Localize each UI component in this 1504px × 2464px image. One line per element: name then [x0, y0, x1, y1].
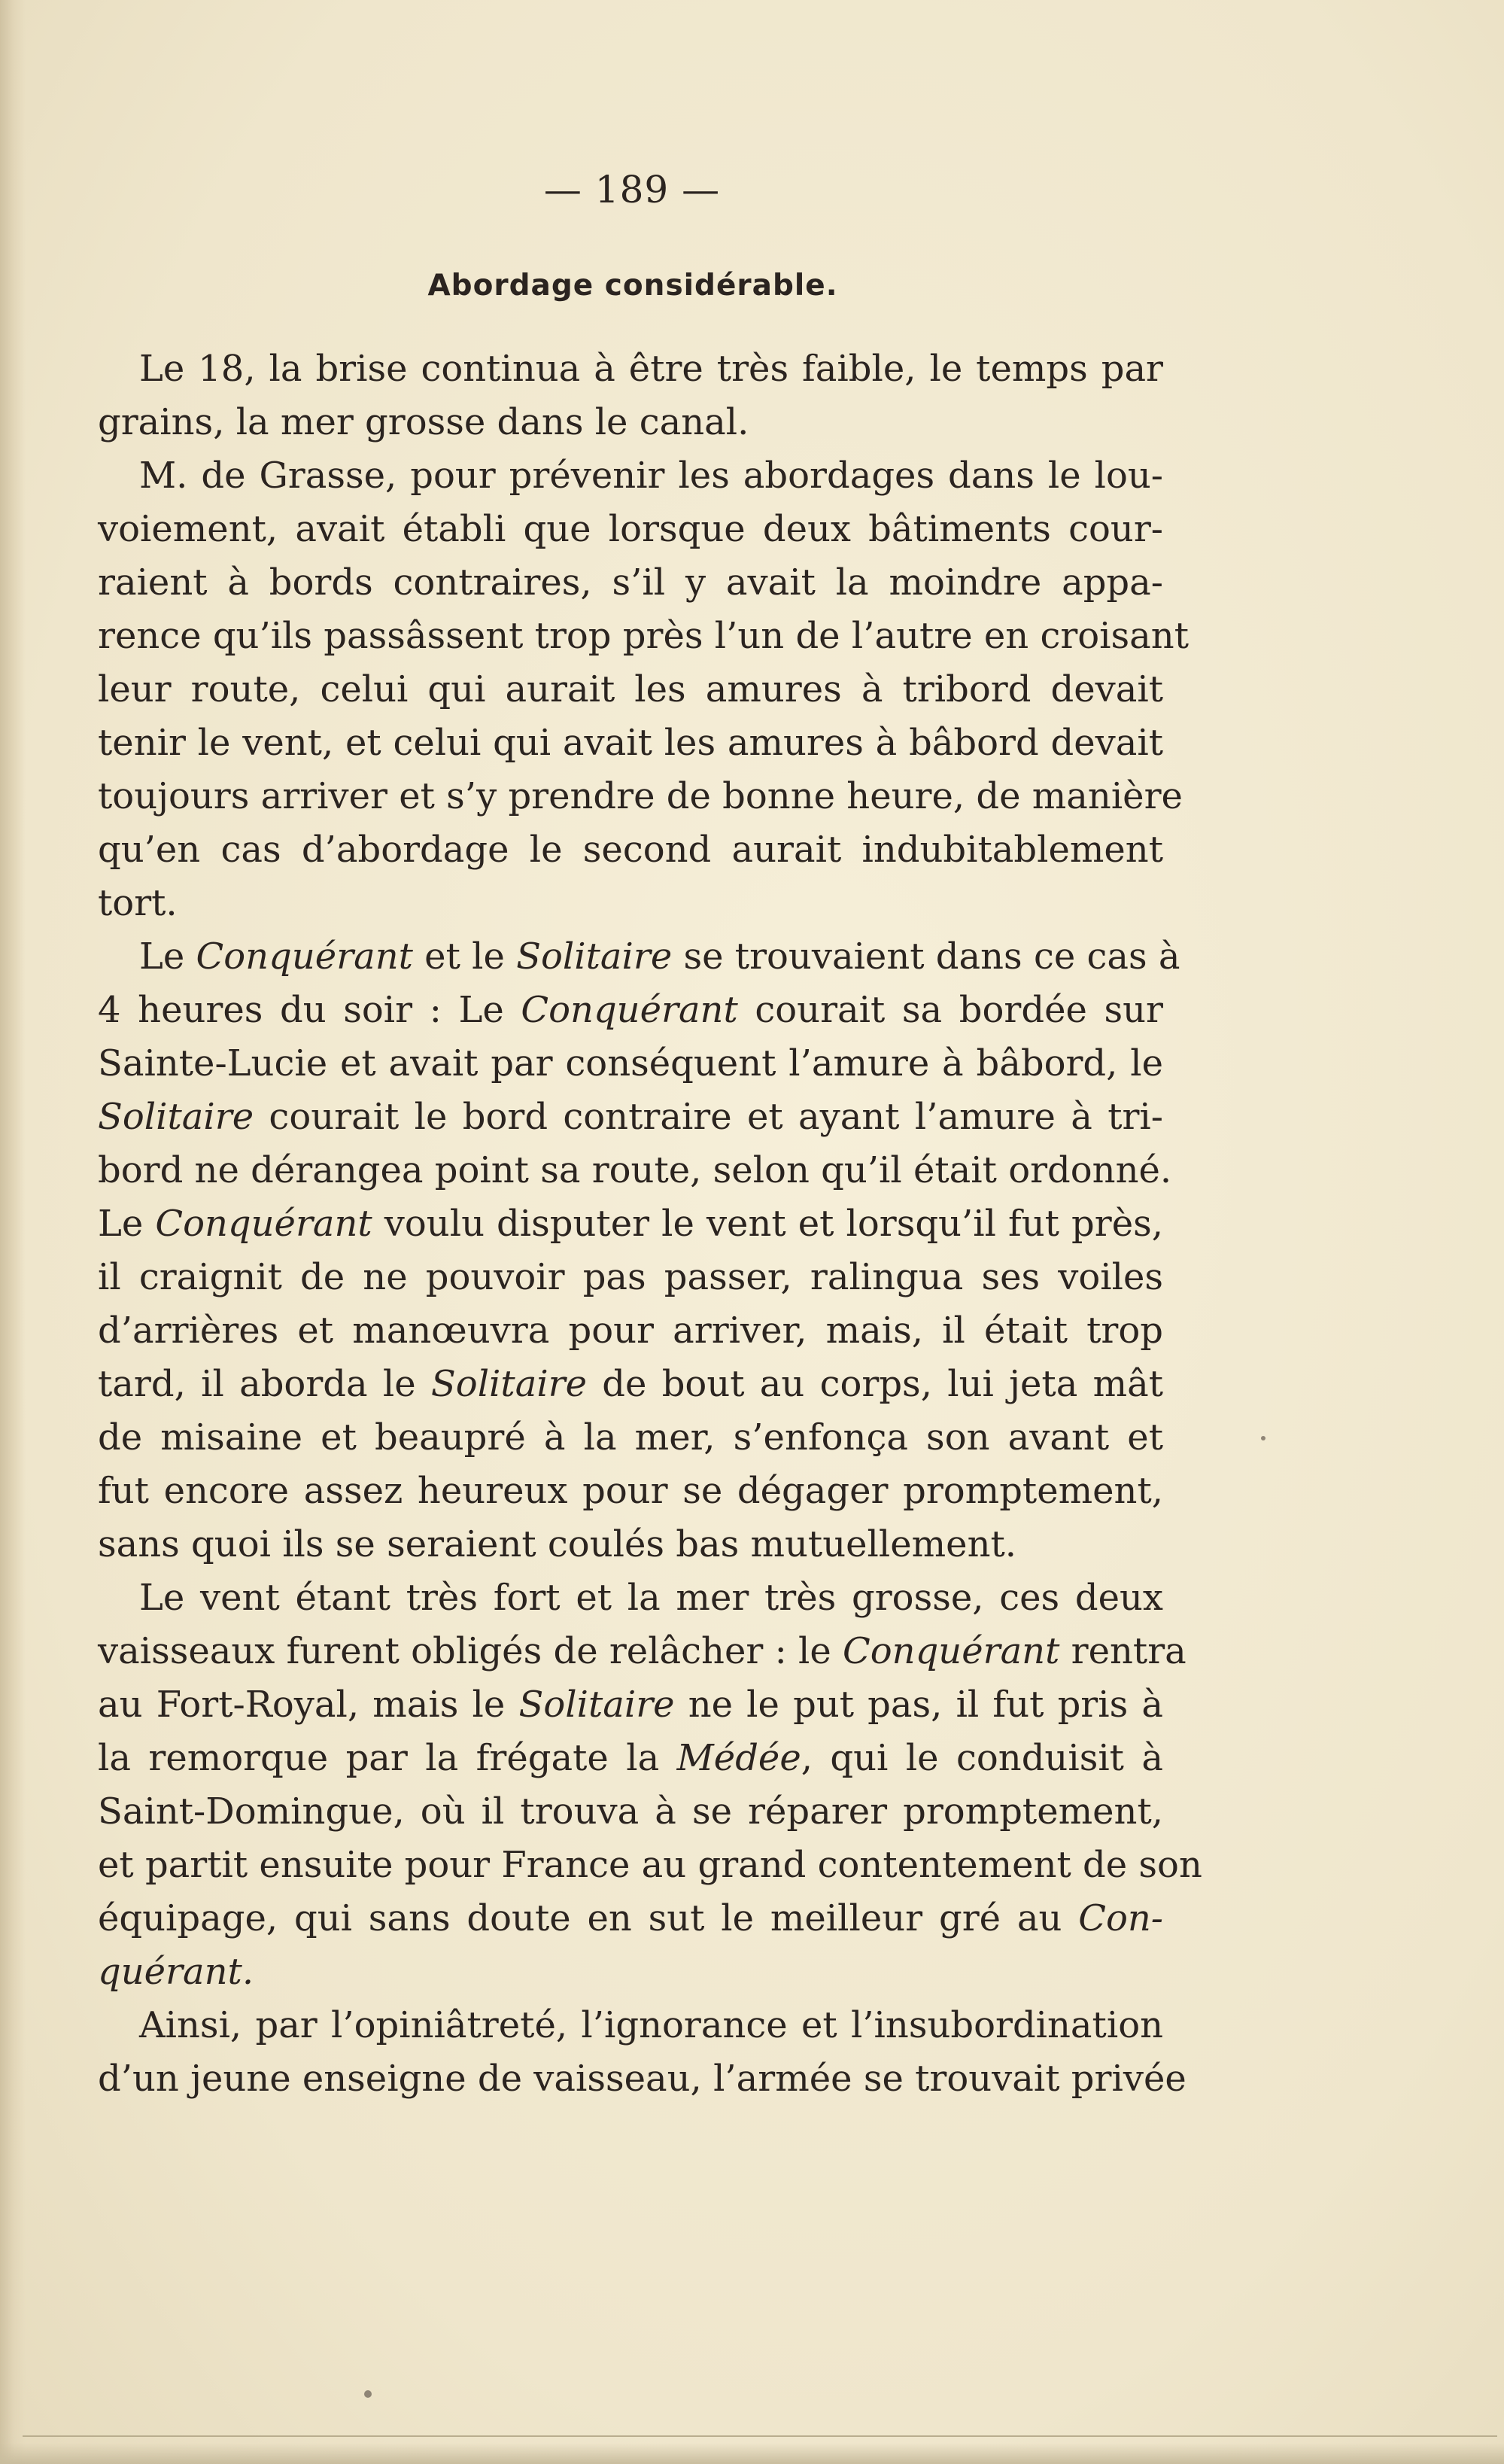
text-segment: Ainsi, par l’opiniâtreté, l’ignorance et l’insubordination: [139, 2004, 1163, 2046]
text-segment: Le 18, la brise continua à être très faible, le temps par: [139, 348, 1163, 390]
text-line: [98, 1999, 1163, 2052]
text-line: [98, 2052, 1186, 2106]
text-segment: grains, la mer grosse dans le canal.: [98, 401, 749, 443]
text-line: [98, 770, 1183, 823]
text-line: [98, 1091, 1163, 1144]
text-segment: Saint-Domingue, où il trouva à se réparer promptement,: [98, 1790, 1163, 1833]
text-line: [98, 1144, 1172, 1197]
text-line: [98, 1732, 1163, 1785]
text-segment: M. de Grasse, pour prévenir les abordages dans le lou-: [139, 455, 1163, 497]
text-line: [98, 1571, 1163, 1625]
ship-name: Con-: [1078, 1897, 1163, 1939]
text-segment: 4 heures du soir : Le: [98, 989, 521, 1031]
text-segment: , qui le conduisit à: [801, 1737, 1164, 1779]
text-line: [98, 503, 1163, 556]
text-segment: toujours arriver et s’y prendre de bonne heure, de manière: [98, 775, 1183, 817]
ship-name: Solitaire: [98, 1096, 254, 1138]
page-number: — 189 —: [543, 168, 721, 211]
text-line: [98, 1625, 1186, 1678]
ship-name: Solitaire: [516, 935, 673, 978]
page-bottom-shadow: [0, 2443, 1504, 2464]
paper-spot: [364, 2390, 372, 2398]
text-segment: leur route, celui qui aurait les amures à tribord devait: [98, 668, 1163, 710]
page-binding-shadow: [0, 0, 26, 2464]
text-segment: Le: [98, 1203, 156, 1245]
text-segment: équipage, qui sans doute en sut le meilleur gré au: [98, 1897, 1079, 1939]
text-line: [98, 1304, 1163, 1358]
ship-name: Conquérant: [521, 989, 738, 1031]
text-segment: Sainte-Lucie et avait par conséquent l’amure à bâbord, le: [98, 1042, 1163, 1084]
text-segment: et partit ensuite pour France au grand contentement de son: [98, 1844, 1202, 1886]
text-line: [98, 1785, 1163, 1839]
text-line: [98, 877, 1163, 930]
text-segment: de bout au corps, lui jeta mât: [587, 1363, 1163, 1405]
text-segment: la remorque par la frégate la: [98, 1737, 677, 1779]
text-segment: sans quoi ils se seraient coulés bas mutuellement.: [98, 1523, 1017, 1565]
text-line: [98, 610, 1189, 663]
page-bottom-rule: [23, 2435, 1497, 2437]
text-line: [98, 1465, 1163, 1518]
text-segment: il craignit de ne pouvoir pas passer, ralingua ses voiles: [98, 1256, 1163, 1298]
ship-name: Solitaire: [430, 1363, 588, 1405]
text-segment: Le vent étant très fort et la mer très grosse, ces deux: [139, 1577, 1163, 1619]
text-segment: tort.: [98, 882, 178, 924]
text-line: [98, 984, 1163, 1037]
paper-spot: [1261, 1436, 1265, 1440]
ship-name: Solitaire: [518, 1684, 675, 1726]
text-segment: courait sa bordée sur: [737, 989, 1163, 1031]
ship-name: Conquérant: [843, 1630, 1060, 1672]
text-line: [98, 716, 1163, 770]
text-line: [98, 663, 1163, 716]
text-line: [98, 1518, 1163, 1571]
text-segment: raient à bords contraires, s’il y avait la moindre appa-: [98, 561, 1163, 604]
text-line: [98, 1678, 1163, 1732]
ship-name: Conquérant: [196, 935, 413, 978]
text-segment: d’arrières et manœuvra pour arriver, mais, il était trop: [98, 1310, 1163, 1352]
text-segment: rentra: [1059, 1630, 1186, 1672]
text-line: [98, 1037, 1163, 1091]
text-segment: vaisseaux furent obligés de relâcher : le: [98, 1630, 843, 1672]
text-segment: tenir le vent, et celui qui avait les amures à bâbord devait: [98, 722, 1163, 764]
text-segment: se trouvaient dans ce cas à: [672, 935, 1180, 978]
text-segment: qu’en cas d’abordage le second aurait indubitablement: [98, 829, 1163, 871]
ship-name: quérant.: [98, 1951, 254, 1993]
text-line: [98, 1358, 1163, 1411]
text-line: [98, 823, 1163, 877]
text-line: [98, 1197, 1163, 1251]
text-segment: fut encore assez heureux pour se dégager promptement,: [98, 1470, 1163, 1512]
text-line: [98, 1251, 1163, 1304]
ship-name: Médée: [676, 1737, 801, 1779]
text-line: [98, 556, 1163, 610]
text-segment: de misaine et beaupré à la mer, s’enfonça son avant et: [98, 1416, 1163, 1459]
text-line: [98, 930, 1180, 984]
text-line: [98, 1839, 1202, 1892]
text-segment: Le: [139, 935, 196, 978]
text-segment: tard, il aborda le: [98, 1363, 431, 1405]
text-line: [98, 1945, 1163, 1999]
text-line: [98, 449, 1163, 503]
ship-name: Conquérant: [155, 1203, 372, 1245]
section-heading: Abordage considérable.: [427, 269, 838, 303]
text-segment: voulu disputer le vent et lorsqu’il fut près,: [372, 1203, 1164, 1245]
text-line: [98, 396, 1163, 449]
text-segment: courait le bord contraire et ayant l’amure à tri-: [254, 1096, 1163, 1138]
text-segment: bord ne dérangea point sa route, selon qu’il était ordonné.: [98, 1149, 1172, 1191]
text-line: [98, 342, 1163, 396]
text-line: [98, 1411, 1163, 1465]
body-text: [98, 342, 1202, 2106]
text-segment: rence qu’ils passâssent trop près l’un de l’autre en croisant: [98, 615, 1189, 657]
text-segment: d’un jeune enseigne de vaisseau, l’armée se trouvait privée: [98, 2058, 1186, 2100]
text-segment: voiement, avait établi que lorsque deux bâtiments cour-: [98, 508, 1163, 550]
text-line: [98, 1892, 1163, 1945]
text-segment: au Fort-Royal, mais le: [98, 1684, 519, 1726]
text-segment: et le: [412, 935, 517, 978]
text-segment: ne le put pas, il fut pris à: [674, 1684, 1163, 1726]
